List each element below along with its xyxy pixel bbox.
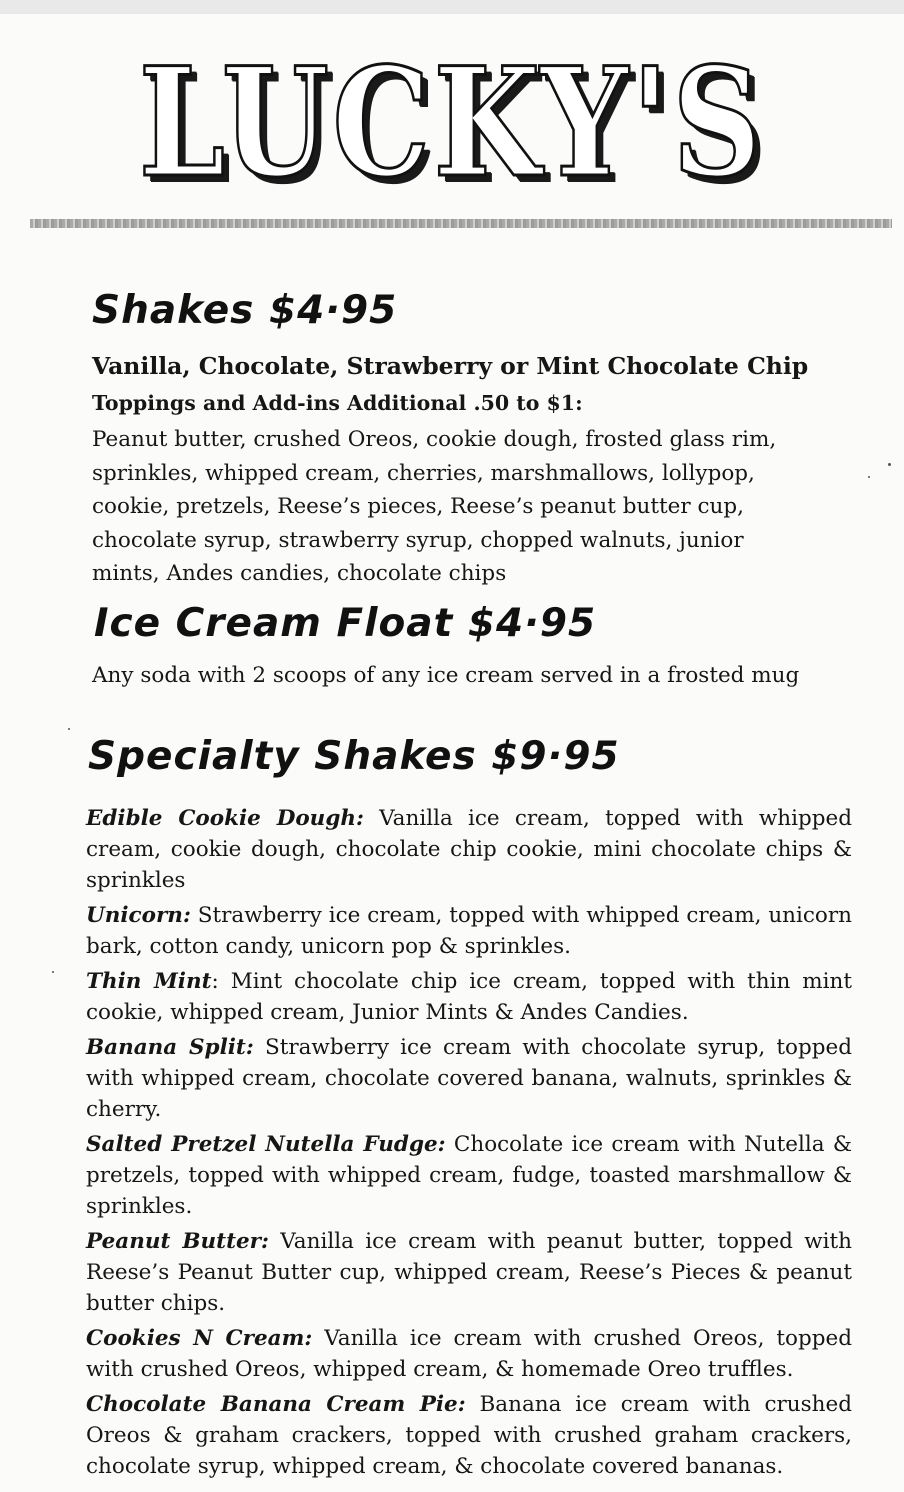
specialty-item-description: Chocolate ice cream with Nutella & pretzels, topped with whipped cream, fudge, toasted marshmallow & sprinkles. [86,1132,852,1219]
specialty-item-name: Banana Split: [86,1035,254,1060]
specialty-item-description: Vanilla ice cream, topped with whipped cream, cookie dough, chocolate chip cookie, mini chocolate chips & sprinkles [86,806,852,893]
brand-header [0,28,904,218]
specialty-item-description: Strawberry ice cream with chocolate syrup, topped with whipped cream, chocolate covered banana, walnuts, sprinkles & cherry. [86,1035,852,1122]
float-description: Any soda with 2 scoops of any ice cream served in a frosted mug [92,663,800,688]
specialty-item-description: : Mint chocolate chip ice cream, topped with thin mint cookie, whipped cream, Junior Mints & Andes Candies. [86,969,852,1025]
toppings-heading: Toppings and Add-ins Additional .50 to $1: [92,391,583,415]
specialty-item-description: Strawberry ice cream, topped with whipped cream, unicorn bark, cotton candy, unicorn pop & sprinkles. [86,903,852,959]
specialty-item [86,966,852,1028]
specialty-item [86,1389,852,1482]
specialty-item-name: Peanut Butter: [86,1229,269,1254]
specialty-item-name: Unicorn: [86,903,191,928]
specialty-item-description: Banana ice cream with crushed Oreos & graham crackers, topped with crushed graham crackers, chocolate syrup, whipped cream, & chocolate covered bananas. [86,1392,852,1479]
specialty-item-name: Salted Pretzel Nutella Fudge: [86,1132,446,1157]
specialty-item [86,1032,852,1125]
specialty-item [86,803,852,896]
specialty-item [86,1129,852,1222]
specialty-item-name: Cookies N Cream: [86,1326,313,1351]
specialty-item [86,1323,852,1385]
specialty-item [86,1226,852,1319]
specialty-list [86,803,852,1486]
toppings-list: Peanut butter, crushed Oreos, cookie dough, frosted glass rim, sprinkles, whipped cream, cherries, marshmallows, lollypop, cookie, pretzels, Reese’s pieces, Reese’s peanut butter cup, chocolate syrup, strawberry syrup, chopped walnuts, junior mints, Andes candies, chocolate chips [92,427,777,586]
float-heading: Ice Cream Float $4·95 [94,601,597,646]
brand-logo-text: LUCKY'S [139,35,765,211]
paper-speck [68,728,70,730]
specialty-item-name: Chocolate Banana Cream Pie: [86,1392,466,1417]
shakes-heading: Shakes $4·95 [92,288,398,333]
paper-speck [888,463,891,466]
paper-speck [52,971,54,973]
specialty-item-name: Thin Mint [86,969,212,994]
specialty-item-description: Vanilla ice cream with crushed Oreos, topped with crushed Oreos, whipped cream, & homemade Oreo truffles. [86,1326,852,1382]
menu-page [0,14,904,1492]
specialty-heading: Specialty Shakes $9·95 [88,734,620,779]
header-divider [30,219,892,228]
paper-speck [868,476,870,478]
shakes-flavors: Vanilla, Chocolate, Strawberry or Mint Chocolate Chip [92,352,809,380]
specialty-item-description: Vanilla ice cream with peanut butter, topped with Reese’s Peanut Butter cup, whipped cream, Reese’s Pieces & peanut butter chips. [86,1229,852,1316]
specialty-item-name: Edible Cookie Dough: [86,806,364,831]
specialty-item [86,900,852,962]
